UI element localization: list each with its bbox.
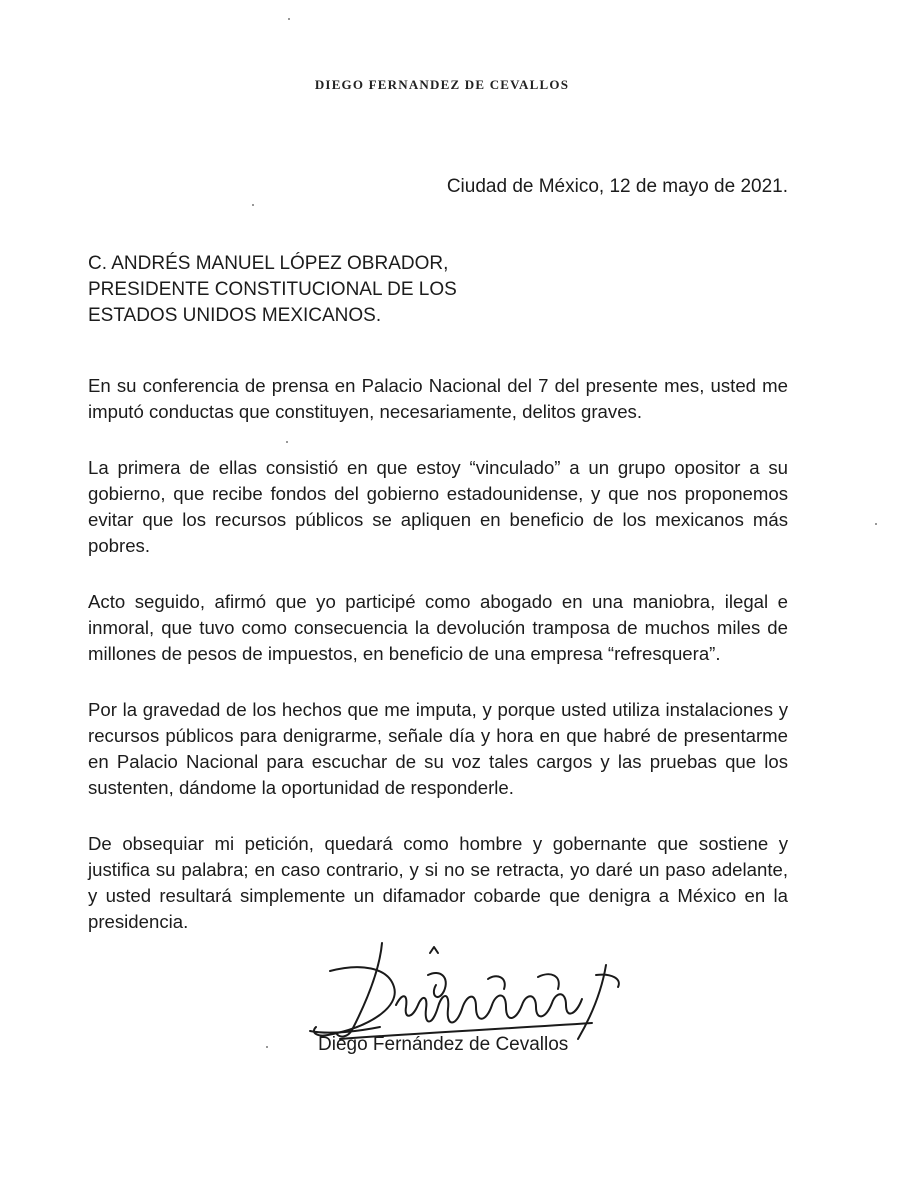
scan-speck xyxy=(286,441,288,443)
recipient-line: ESTADOS UNIDOS MEXICANOS. xyxy=(88,305,382,326)
scan-speck xyxy=(266,1046,268,1048)
date-line: Ciudad de México, 12 de mayo de 2021. xyxy=(446,176,788,197)
signer-name: Diego Fernández de Cevallos xyxy=(318,1034,569,1055)
body-paragraph: Por la gravedad de los hechos que me imputa, y porque usted utiliza instalaciones y recursos públicos para denigrarme, señale día y hora en que habré de presentarme en Palacio Nacional para escuchar de su voz tales cargos y las pruebas que los sustenten, dándome la oportunidad de responderle. xyxy=(88,699,788,798)
recipient-block xyxy=(88,251,457,329)
body-paragraph: Acto seguido, afirmó que yo participé como abogado en una maniobra, ilegal e inmoral, que tuvo como consecuencia la devolución tramposa de muchos miles de millones de pesos de impuestos, en beneficio de una empresa “refresquera”. xyxy=(88,591,788,664)
scan-speck xyxy=(288,18,290,20)
recipient-line: C. ANDRÉS MANUEL LÓPEZ OBRADOR, xyxy=(88,253,449,274)
letterhead: DIEGO FERNANDEZ DE CEVALLOS xyxy=(314,77,570,92)
body-paragraph: De obsequiar mi petición, quedará como hombre y gobernante que sostiene y justifica su palabra; en caso contrario, y si no se retracta, yo daré un paso adelante, y usted resultará simplemente un difamador cobarde que denigra a México en la presidencia. xyxy=(88,833,788,932)
body-paragraph: En su conferencia de prensa en Palacio Nacional del 7 del presente mes, usted me imputó conductas que constituyen, necesariamente, delitos graves. xyxy=(88,375,788,422)
body-paragraph: La primera de ellas consistió en que estoy “vinculado” a un grupo opositor a su gobierno, que recibe fondos del gobierno estadounidense, y que nos proponemos evitar que los recursos públicos se apliquen en beneficio de los mexicanos más pobres. xyxy=(88,457,788,556)
scan-speck xyxy=(875,523,877,525)
recipient-line: PRESIDENTE CONSTITUCIONAL DE LOS xyxy=(88,279,457,300)
letter-body xyxy=(88,373,788,965)
scan-speck xyxy=(252,204,254,206)
